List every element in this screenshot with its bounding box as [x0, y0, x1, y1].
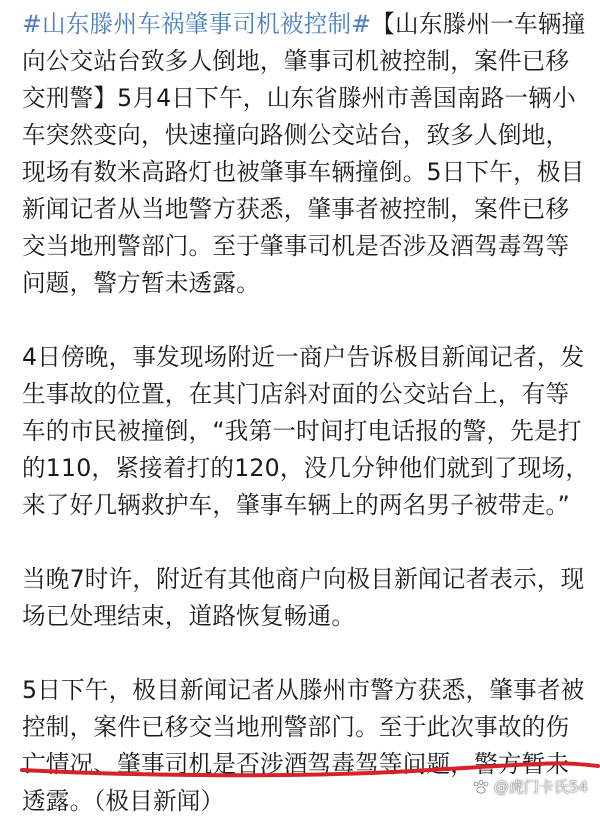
watermark	[472, 776, 588, 797]
post-paragraph-2: 4日傍晚，事发现场附近一商户告诉极目新闻记者，发生事故的位置，在其门店斜对面的公交站台上，有等车的市民被撞倒，“我第一时间打电话报的警，先是打的110，紧接着打的120，没几分钟他们就到了现场，来了好几辆救护车，肇事车辆上的两名男子被带走。”	[22, 343, 590, 519]
post-lead-text: 【山东滕州一车辆撞向公交站台致多人倒地，肇事司机被控制，案件已移交刑警】5月4日下午，山东省滕州市善国南路一辆小车突然变向，快速撞向路侧公交站台，致多人倒地，现场有数米高路灯也被肇事车辆撞倒。5日下午，极目新闻记者从当地警方获悉，肇事者被控制，案件已移交当地刑警部门。至于肇事司机是否涉及酒驾毒驾等问题，警方暂未透露。	[22, 10, 586, 297]
paragraph-spacer	[22, 524, 592, 561]
paw-logo-icon	[472, 780, 490, 794]
post-paragraph-4: 5日下午，极目新闻记者从滕州市警方获悉，肇事者被控制，案件已移交当地刑警部门。至于此次事故的伤亡情况、肇事司机是否涉酒驾毒驾等问题，警方暂未透露。（极目新闻）	[22, 676, 585, 815]
watermark-text: @虎门卡氏54	[493, 778, 588, 796]
post-paragraph-3: 当晚7时许，附近有其他商户向极目新闻记者表示，现场已处理结束，道路恢复畅通。	[22, 565, 585, 630]
paragraph-spacer	[22, 635, 592, 672]
paragraph-spacer	[22, 302, 592, 339]
topic-hashtag-link[interactable]: #山东滕州车祸肇事司机被控制#	[22, 10, 372, 38]
post-body	[22, 6, 592, 820]
post-paragraph-1	[22, 6, 592, 302]
